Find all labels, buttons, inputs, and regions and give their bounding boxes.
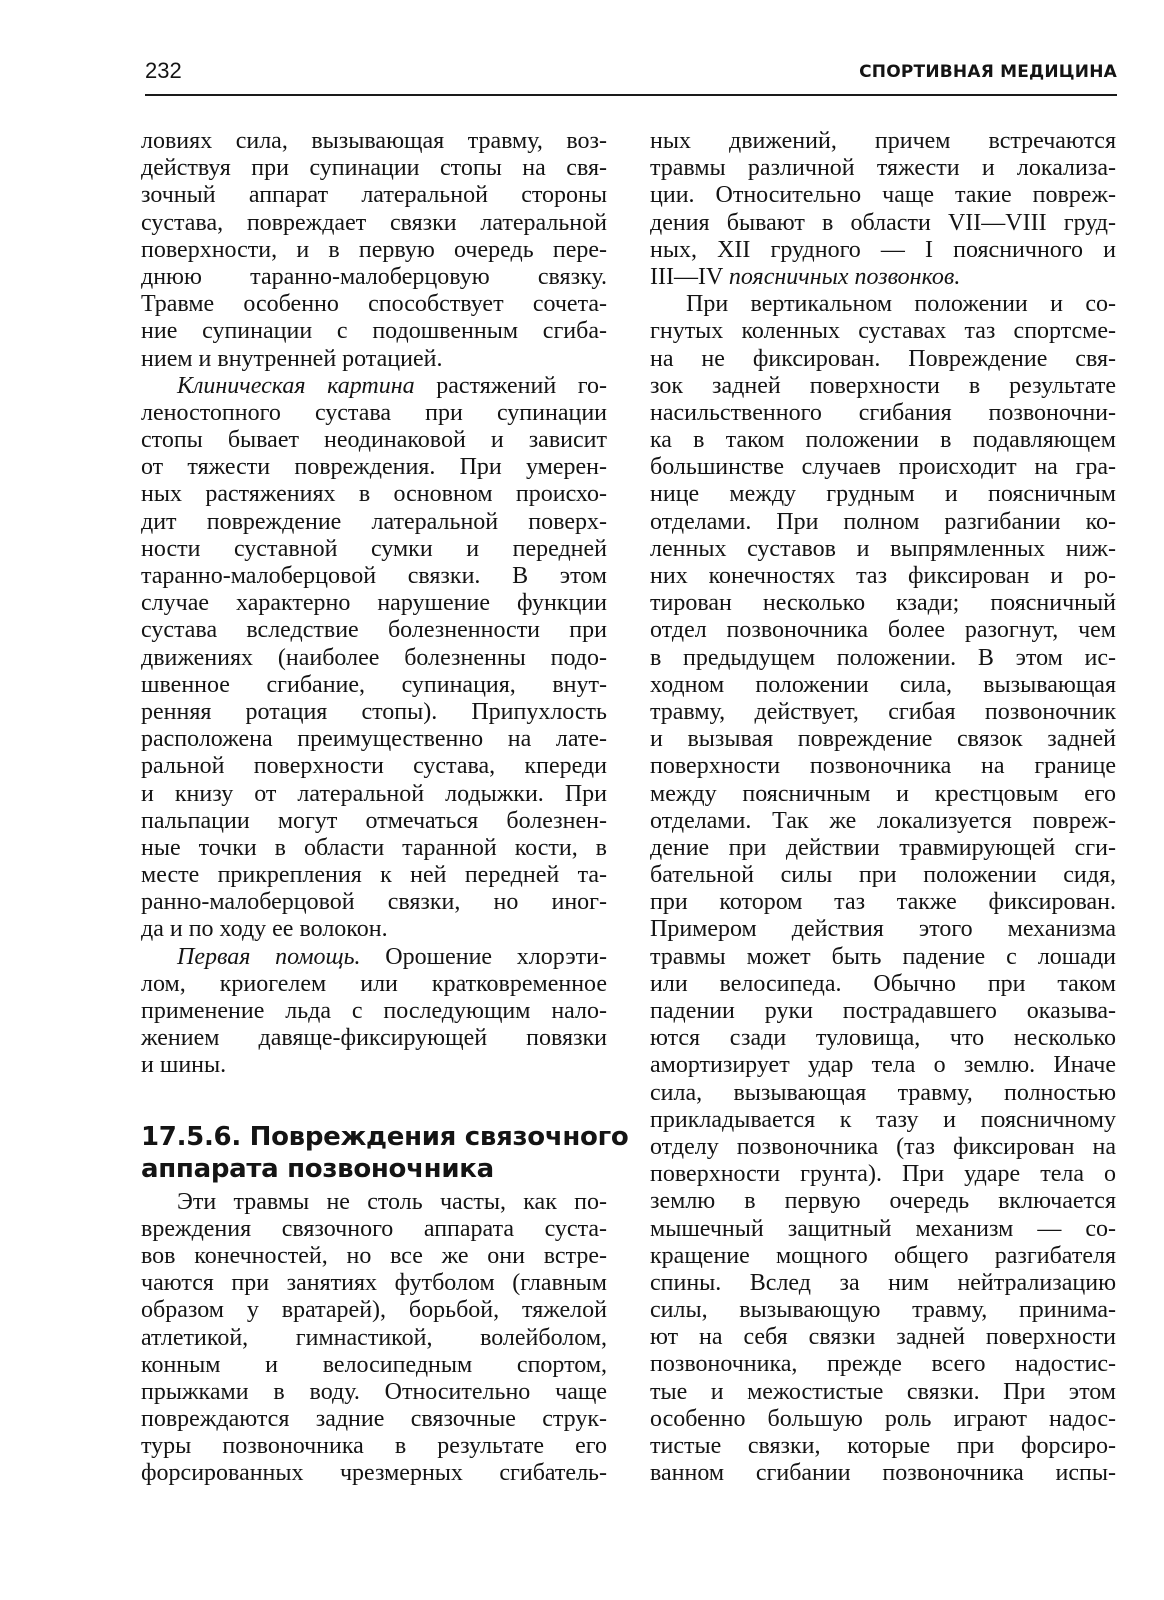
paragraph-line: ции. Относительно чаще такие повреж- — [650, 182, 1116, 209]
paragraph-line: или велосипеда. Обычно при таком — [650, 970, 1116, 997]
paragraph — [141, 128, 607, 373]
paragraph-line: пальпации могут отмечаться болезнен- — [141, 807, 607, 834]
paragraph-line: падении руки пострадавшего оказыва- — [650, 998, 1116, 1024]
paragraph-line: и книзу от латеральной лодыжки. При — [141, 780, 607, 807]
left-column — [141, 128, 629, 1488]
paragraph-line: ных движений, причем встречаются — [650, 128, 1116, 154]
paragraph-line: нием и внутренней ротацией. — [141, 345, 443, 372]
paragraph-line: гнутых коленных суставах таз спортсме- — [650, 318, 1116, 345]
paragraph-line: Эти травмы не столь часты, как по- — [177, 1188, 607, 1215]
paragraph-line: спины. Вслед за ним нейтрализацию — [650, 1269, 1116, 1296]
paragraph-line: леностопного сустава при супинации — [141, 399, 607, 426]
page-number: 232 — [145, 58, 182, 83]
paragraph-line: них конечностях таз фиксирован и ро- — [650, 563, 1116, 589]
paragraph-line: сустава, повреждает связки латеральной — [141, 209, 607, 236]
paragraph-line: ловиях сила, вызывающая травму, воз- — [141, 128, 607, 154]
paragraph-line: ранно-малоберцовой связки, но иног- — [141, 889, 607, 916]
italic-term: Клиническая картина — [177, 372, 415, 399]
paragraph-line: сустава вследствие болезненности при — [141, 617, 607, 644]
paragraph-line: травмы может быть падение с лошади — [650, 943, 1116, 970]
paragraph-line: зочный аппарат латеральной стороны — [141, 182, 607, 209]
paragraph-line: туры позвоночника в результате его — [141, 1433, 607, 1460]
paragraph-line: между поясничным и крестцовым его — [650, 780, 1116, 807]
paragraph-line: дит повреждение латеральной поверх- — [141, 508, 607, 535]
paragraph-line: отделами. Так же локализуется повреж- — [650, 807, 1116, 834]
paragraph-line: ются сзади туловища, что несколько — [650, 1025, 1116, 1052]
paragraph-line: прикладывается к тазу и поясничному — [650, 1106, 1116, 1133]
paragraph-line: расположена преимущественно на лате- — [141, 726, 607, 753]
paragraph-line: Примером действия этого механизма — [650, 916, 1116, 943]
paragraph-line: применение льда с последующим нало- — [141, 998, 607, 1024]
paragraph-line: тирован несколько кзади; поясничный — [650, 590, 1116, 617]
paragraph-line: чаются при занятиях футболом (главным — [141, 1270, 607, 1297]
paragraph-line: мышечный защитный механизм — со- — [650, 1215, 1116, 1242]
running-title: СПОРТИВНАЯ МЕДИЦИНА — [859, 62, 1117, 82]
paragraph-line: отделами. При полном разгибании ко- — [650, 508, 1116, 535]
paragraph-line: При вертикальном положении и со- — [686, 291, 1116, 318]
paragraph-line: днюю таранно-малоберцовую связку. — [141, 263, 607, 290]
paragraph — [650, 291, 1116, 1487]
paragraph-line: ленных суставов и выпрямленных ниж- — [650, 535, 1116, 562]
paragraph-line: случае характерно нарушение функции — [141, 590, 607, 617]
paragraph-line: землю в первую очередь включается — [650, 1188, 1116, 1215]
paragraph-line: отдел позвоночника более разогнут, чем — [650, 617, 1116, 644]
paragraph-line: амортизирует удар тела о землю. Иначе — [650, 1052, 1116, 1079]
paragraph-line: ные точки в области таранной кости, в — [141, 834, 607, 861]
paragraph — [650, 128, 1116, 291]
paragraph-line: образом у вратарей), борьбой, тяжелой — [141, 1297, 607, 1324]
paragraph-line: и шины. — [141, 1052, 227, 1079]
paragraph — [141, 373, 607, 944]
paragraph — [141, 944, 607, 1080]
paragraph-line: Травме особенно способствует сочета- — [141, 291, 607, 318]
paragraph-line: ние супинации с подошвенным сгиба- — [141, 318, 607, 345]
paragraph-line: бательной силы при положении сидя, — [650, 862, 1116, 889]
paragraph-line: прыжками в воду. Относительно чаще — [141, 1378, 607, 1405]
paragraph-line: повреждаются задние связочные струк- — [141, 1406, 607, 1433]
section-heading-line: 17.5.6. Повреждения связочного — [141, 1121, 629, 1152]
paragraph-line: III—IV поясничных позвонков. — [650, 263, 961, 290]
paragraph-line: ют на себя связки задней поверхности — [650, 1324, 1116, 1351]
paragraph-line: форсированных чрезмерных сгибатель- — [141, 1460, 607, 1487]
paragraph-line: поверхности, и в первую очередь пере- — [141, 236, 607, 263]
paragraph-line: конным и велосипедным спортом, — [141, 1351, 607, 1378]
paragraph-line: большинстве случаев происходит на гра- — [650, 454, 1116, 481]
paragraph-line: на не фиксирован. Повреждение свя- — [650, 345, 1116, 372]
paragraph-line: в предыдущем положении. В этом ис- — [650, 644, 1116, 671]
paragraph-line: отделу позвоночника (таз фиксирован на — [650, 1133, 1116, 1160]
paragraph-line: действуя при супинации стопы на свя- — [141, 155, 607, 182]
paragraph-line: стопы бывает неодинаковой и зависит — [141, 427, 607, 454]
italic-term: Первая помощь. — [177, 943, 361, 970]
paragraph-line: дения бывают в области VII—VIII груд- — [650, 209, 1116, 236]
paragraph-line: атлетикой, гимнастикой, волейболом, — [141, 1324, 607, 1351]
paragraph-line: поверхности позвоночника на границе — [650, 753, 1116, 780]
paragraph-line: травму, действует, сгибая позвоночник — [650, 698, 1116, 725]
paragraph — [141, 1189, 607, 1488]
paragraph-line: нице между грудным и поясничным — [650, 481, 1116, 508]
paragraph-line: травмы различной тяжести и локализа- — [650, 155, 1116, 182]
paragraph-line: дение при действии травмирующей сги- — [650, 834, 1116, 861]
paragraph-line: ности суставной сумки и передней — [141, 535, 607, 562]
page-header — [145, 54, 1117, 96]
paragraph-line: таранно-малоберцовой связки. В этом — [141, 563, 607, 589]
paragraph-line: ных растяжениях в основном происхо- — [141, 481, 607, 508]
section-heading — [141, 1121, 629, 1185]
paragraph-line: ходном положении сила, вызывающая — [650, 671, 1116, 698]
paragraph-line: вов конечностей, но все же они встре- — [141, 1242, 607, 1269]
paragraph-line: да и по ходу ее волокон. — [141, 916, 388, 943]
paragraph-line: позвоночника, прежде всего надостис- — [650, 1351, 1116, 1378]
paragraph-line: лом, криогелем или кратковременное — [141, 970, 607, 997]
paragraph-line: зок задней поверхности в результате — [650, 372, 1116, 399]
paragraph-line: и вызывая повреждение связок задней — [650, 726, 1116, 753]
paragraph-line: силы, вызывающую травму, принима- — [650, 1297, 1116, 1324]
right-column — [650, 128, 1116, 1487]
paragraph-line: ных, XII грудного — I поясничного и — [650, 236, 1116, 263]
paragraph-line: от тяжести повреждения. При умерен- — [141, 454, 607, 481]
paragraph-line: вреждения связочного аппарата суста- — [141, 1215, 607, 1242]
paragraph-line: ванном сгибании позвоночника испы- — [650, 1460, 1116, 1487]
paragraph-line: движениях (наиболее болезненны подо- — [141, 644, 607, 671]
paragraph-line: ральной поверхности сустава, кпереди — [141, 753, 607, 780]
section-heading-line: аппарата позвоночника — [141, 1153, 494, 1184]
paragraph-line: поверхности грунта). При ударе тела о — [650, 1161, 1116, 1188]
paragraph-line: ка в таком положении в подавляющем — [650, 427, 1116, 454]
paragraph-line: месте прикрепления к ней передней та- — [141, 862, 607, 889]
paragraph-line: тистые связки, которые при форсиро- — [650, 1433, 1116, 1459]
paragraph-line: жением давяще-фиксирующей повязки — [141, 1025, 607, 1052]
paragraph-line: насильственного сгибания позвоночни- — [650, 399, 1116, 426]
paragraph-line: кращение мощного общего разгибателя — [650, 1242, 1116, 1269]
paragraph-line: швенное сгибание, супинация, внут- — [141, 671, 607, 698]
paragraph-line: тые и межостистые связки. При этом — [650, 1378, 1116, 1405]
paragraph-line: Первая помощь. Орошение хлорэти- — [177, 943, 607, 970]
paragraph-line: сила, вызывающая травму, полностью — [650, 1079, 1116, 1106]
paragraph-line: Клиническая картина растяжений го- — [177, 372, 607, 399]
paragraph-line: ренняя ротация стопы). Припухлость — [141, 698, 607, 725]
paragraph-line: особенно большую роль играют надос- — [650, 1405, 1116, 1432]
paragraph-line: при котором таз также фиксирован. — [650, 889, 1116, 916]
